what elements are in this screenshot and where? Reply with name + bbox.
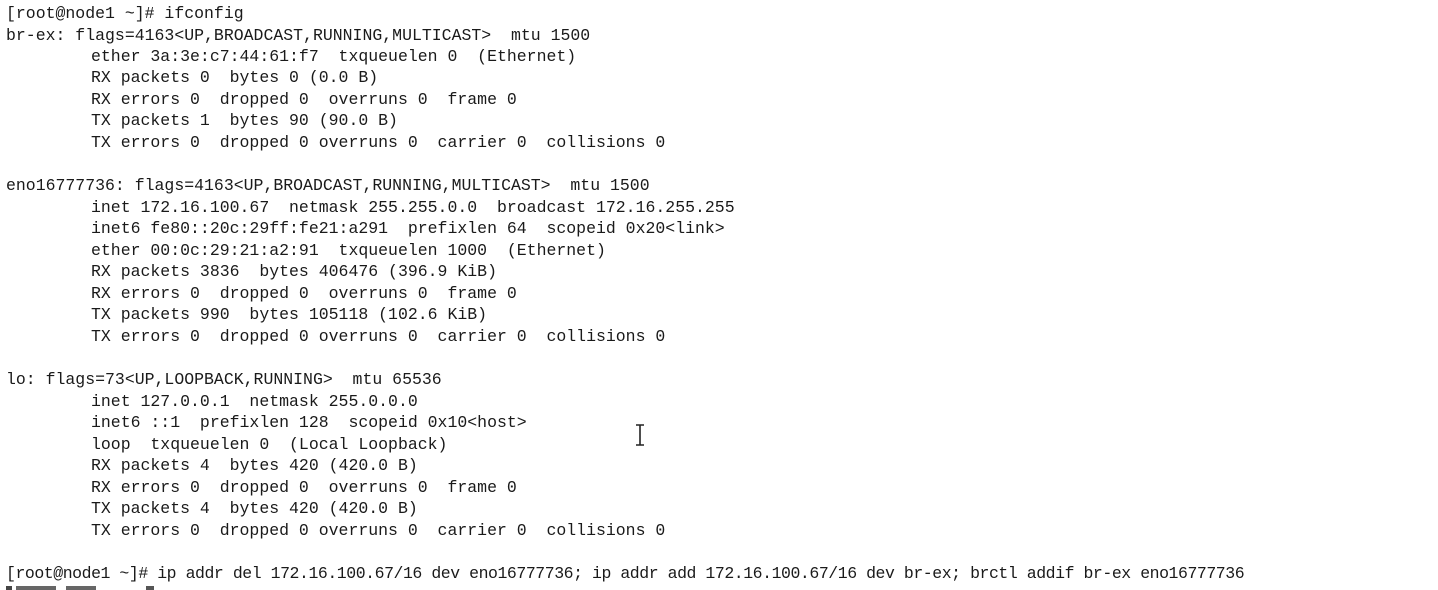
output-line: inet6 fe80::20c:29ff:fe21:a291 prefixlen 64 scopeid 0x20<link>: [91, 219, 725, 238]
output-line: TX packets 990 bytes 105118 (102.6 KiB): [91, 305, 488, 324]
iface-header-br-ex: br-ex: flags=4163<UP,BROADCAST,RUNNING,MULTICAST> mtu 1500: [6, 26, 591, 45]
output-line: inet6 ::1 prefixlen 128 scopeid 0x10<host>: [91, 413, 527, 432]
output-line: RX packets 4 bytes 420 (420.0 B): [91, 456, 418, 475]
output-line: RX errors 0 dropped 0 overruns 0 frame 0: [91, 284, 517, 303]
output-line: inet 172.16.100.67 netmask 255.255.0.0 broadcast 172.16.255.255: [91, 198, 735, 217]
output-line: RX errors 0 dropped 0 overruns 0 frame 0: [91, 478, 517, 497]
output-line: TX errors 0 dropped 0 overruns 0 carrier 0 collisions 0: [91, 521, 666, 540]
next-prompt-partial: [6, 584, 166, 590]
output-line: TX packets 1 bytes 90 (90.0 B): [91, 111, 398, 130]
output-line: loop txqueuelen 0 (Local Loopback): [91, 435, 448, 454]
output-line: TX errors 0 dropped 0 overruns 0 carrier 0 collisions 0: [91, 133, 666, 152]
output-line: ether 00:0c:29:21:a2:91 txqueuelen 1000 (Ethernet): [91, 241, 606, 260]
output-line: RX packets 0 bytes 0 (0.0 B): [91, 68, 379, 87]
output-line: TX packets 4 bytes 420 (420.0 B): [91, 499, 418, 518]
iface-header-eno16777736: eno16777736: flags=4163<UP,BROADCAST,RUNNING,MULTICAST> mtu 1500: [6, 176, 650, 195]
output-line: TX errors 0 dropped 0 overruns 0 carrier 0 collisions 0: [91, 327, 666, 346]
output-line: ether 3a:3e:c7:44:61:f7 txqueuelen 0 (Ethernet): [91, 47, 577, 66]
output-line: RX packets 3836 bytes 406476 (396.9 KiB): [91, 262, 497, 281]
text-cursor-icon: [633, 424, 647, 446]
prompt-line-ifconfig: [root@node1 ~]# ifconfig: [6, 4, 244, 23]
output-line: inet 127.0.0.1 netmask 255.0.0.0: [91, 392, 418, 411]
iface-header-lo: lo: flags=73<UP,LOOPBACK,RUNNING> mtu 65536: [6, 370, 442, 389]
output-line: RX errors 0 dropped 0 overruns 0 frame 0: [91, 90, 517, 109]
prompt-line-ip-addr: [root@node1 ~]# ip addr del 172.16.100.67/16 dev eno16777736; ip addr add 172.16.100.67/16 dev br-ex; brctl addif br-ex eno16777736: [6, 564, 1245, 583]
